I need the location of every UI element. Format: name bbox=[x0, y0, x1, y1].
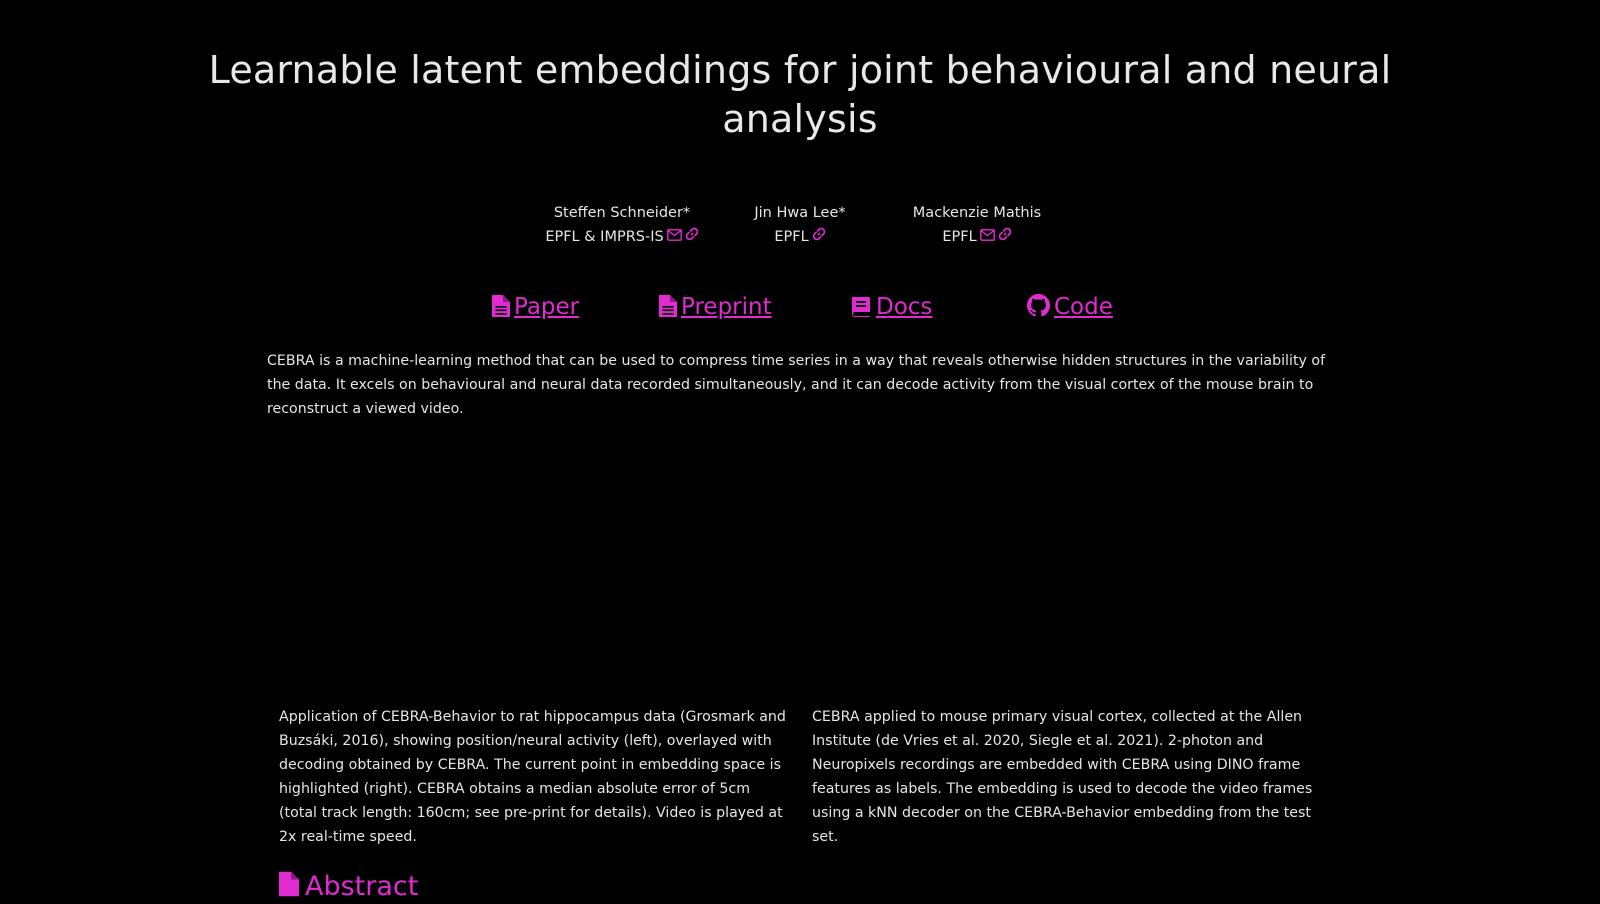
abstract-heading-label: Abstract bbox=[305, 871, 419, 902]
preprint-link[interactable] bbox=[659, 292, 772, 322]
file-text-icon bbox=[492, 295, 510, 317]
link-icon[interactable] bbox=[812, 225, 826, 249]
visual-cortex-video[interactable] bbox=[812, 420, 1312, 680]
page-title bbox=[0, 46, 1600, 144]
summary-text: CEBRA is a machine-learning method that can be used to compress time series in a way that reveals otherwise hidden structures in the variability of the data. It excels on behavioural and neural data recorded simultaneously, and it can decode activity from the visual cortex of the mouse brain to reconstruct a viewed video. bbox=[267, 353, 1326, 417]
hippocampus-video[interactable] bbox=[279, 420, 779, 680]
abstract-heading bbox=[279, 870, 418, 904]
author-affiliation: EPFL & IMPRS-IS bbox=[545, 229, 664, 245]
hippocampus-video-caption: Application of CEBRA-Behavior to rat hippocampus data (Grosmark and Buzsáki, 2016), showing position/neural activity (left), overlayed with decoding obtained by CEBRA. The current point in embedding space is highlighted (right). CEBRA obtains a median absolute error of 5cm (total track length: 160cm; see pre-print for details). Video is played at 2x real-time speed. bbox=[279, 709, 786, 845]
page-title-line-2: analysis bbox=[722, 97, 878, 141]
docs-link[interactable] bbox=[850, 292, 932, 322]
docs-link-label: Docs bbox=[876, 294, 933, 320]
author-name: Jin Hwa Lee* bbox=[754, 205, 846, 221]
visual-cortex-video-caption: CEBRA applied to mouse primary visual cortex, collected at the Allen Institute (de Vries et al. 2020, Siegle et al. 2021). 2-photon and Neuropixels recordings are embedded with CEBRA using DINO frame features as labels. The embedding is used to decode the video frames using a kNN decoder on the CEBRA-Behavior embedding from the test set. bbox=[812, 709, 1313, 845]
book-icon bbox=[850, 295, 872, 317]
file-text-icon bbox=[659, 295, 677, 317]
author-name: Steffen Schneider* bbox=[553, 205, 691, 221]
paper-link[interactable] bbox=[492, 292, 579, 322]
paper-link-label: Paper bbox=[514, 294, 580, 320]
code-link-label: Code bbox=[1054, 294, 1113, 320]
envelope-icon[interactable] bbox=[980, 225, 995, 249]
author-affiliation: EPFL bbox=[942, 229, 977, 245]
link-icon[interactable] bbox=[998, 225, 1012, 249]
preprint-link-label: Preprint bbox=[681, 294, 772, 320]
author-mackenzie-mathis bbox=[847, 201, 1107, 249]
github-icon bbox=[1027, 294, 1050, 317]
author-name: Mackenzie Mathis bbox=[912, 205, 1042, 221]
file-icon bbox=[279, 871, 299, 897]
code-link[interactable] bbox=[1027, 292, 1113, 322]
author-affiliation: EPFL bbox=[774, 229, 809, 245]
page-title-line-1: Learnable latent embeddings for joint behavioural and neural bbox=[208, 48, 1392, 92]
